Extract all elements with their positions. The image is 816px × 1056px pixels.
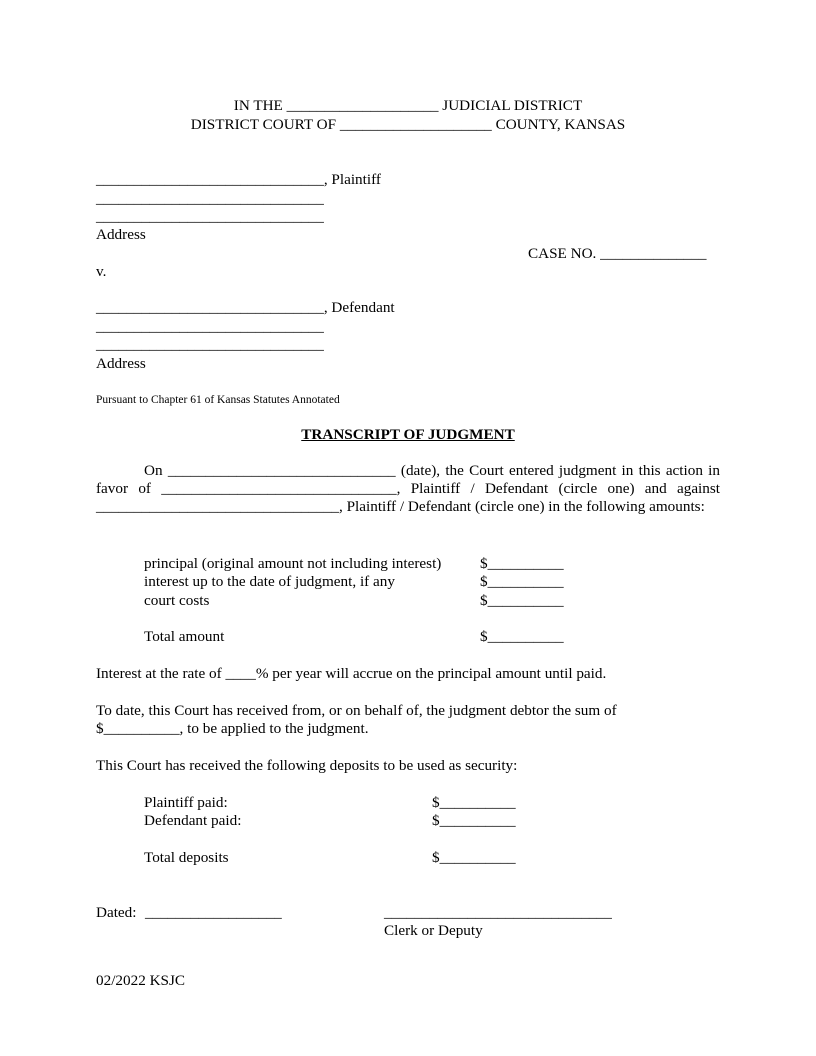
signature-line: ______________________________: [384, 904, 612, 921]
plaintiff-address-line: ______________________________: [96, 208, 324, 225]
deposit-value: $__________: [432, 794, 516, 811]
signature-label: Clerk or Deputy: [384, 922, 483, 939]
deposit-value: $__________: [432, 812, 516, 829]
versus: v.: [96, 263, 107, 280]
total-deposits-label: Total deposits: [144, 849, 229, 866]
case-number: CASE NO. ______________: [528, 245, 707, 262]
statute-reference: Pursuant to Chapter 61 of Kansas Statutes Annotated: [96, 394, 340, 406]
form-footer: 02/2022 KSJC: [96, 972, 186, 989]
received-line: To date, this Court has received from, or on behalf of, the judgment debtor the sum of: [96, 702, 617, 719]
court-header-line2: DISTRICT COURT OF ____________________ COUNTY, KANSAS: [190, 116, 626, 133]
defendant-address-label: Address: [96, 355, 146, 372]
plaintiff-name-line: ______________________________, Plaintiff: [96, 171, 381, 188]
judgment-paragraph: On ______________________________ (date), the Court entered judgment in this action in favor of _______________________________, Plaintiff / Defendant (circle one) and against ________________________________, Plaintiff / Defendant (circle one) in the following amounts:: [96, 462, 720, 515]
plaintiff-address-line: ______________________________: [96, 190, 324, 207]
deposit-label: Defendant paid:: [144, 812, 242, 829]
amount-value: $__________: [480, 573, 564, 590]
dated-blank: __________________: [145, 904, 282, 921]
amount-label: court costs: [144, 592, 210, 609]
dated-label: Dated:: [96, 904, 137, 921]
defendant-address-line: ______________________________: [96, 318, 324, 335]
total-deposits-value: $__________: [432, 849, 516, 866]
court-header-line1: IN THE ____________________ JUDICIAL DISTRICT: [233, 97, 583, 114]
interest-paragraph: Interest at the rate of ____% per year will accrue on the principal amount until paid.: [96, 665, 607, 682]
amount-label: interest up to the date of judgment, if any: [144, 573, 395, 590]
defendant-address-line: ______________________________: [96, 336, 324, 353]
defendant-name-line: ______________________________, Defendant: [96, 299, 395, 316]
amount-label: principal (original amount not including interest): [144, 555, 442, 572]
deposit-label: Plaintiff paid:: [144, 794, 228, 811]
plaintiff-address-label: Address: [96, 226, 146, 243]
amount-value: $__________: [480, 555, 564, 572]
total-amount-label: Total amount: [144, 628, 225, 645]
total-amount-value: $__________: [480, 628, 564, 645]
amount-value: $__________: [480, 592, 564, 609]
document-title: TRANSCRIPT OF JUDGMENT: [301, 426, 515, 443]
received-line: $__________, to be applied to the judgment.: [96, 720, 369, 737]
deposits-intro: This Court has received the following deposits to be used as security:: [96, 757, 518, 774]
